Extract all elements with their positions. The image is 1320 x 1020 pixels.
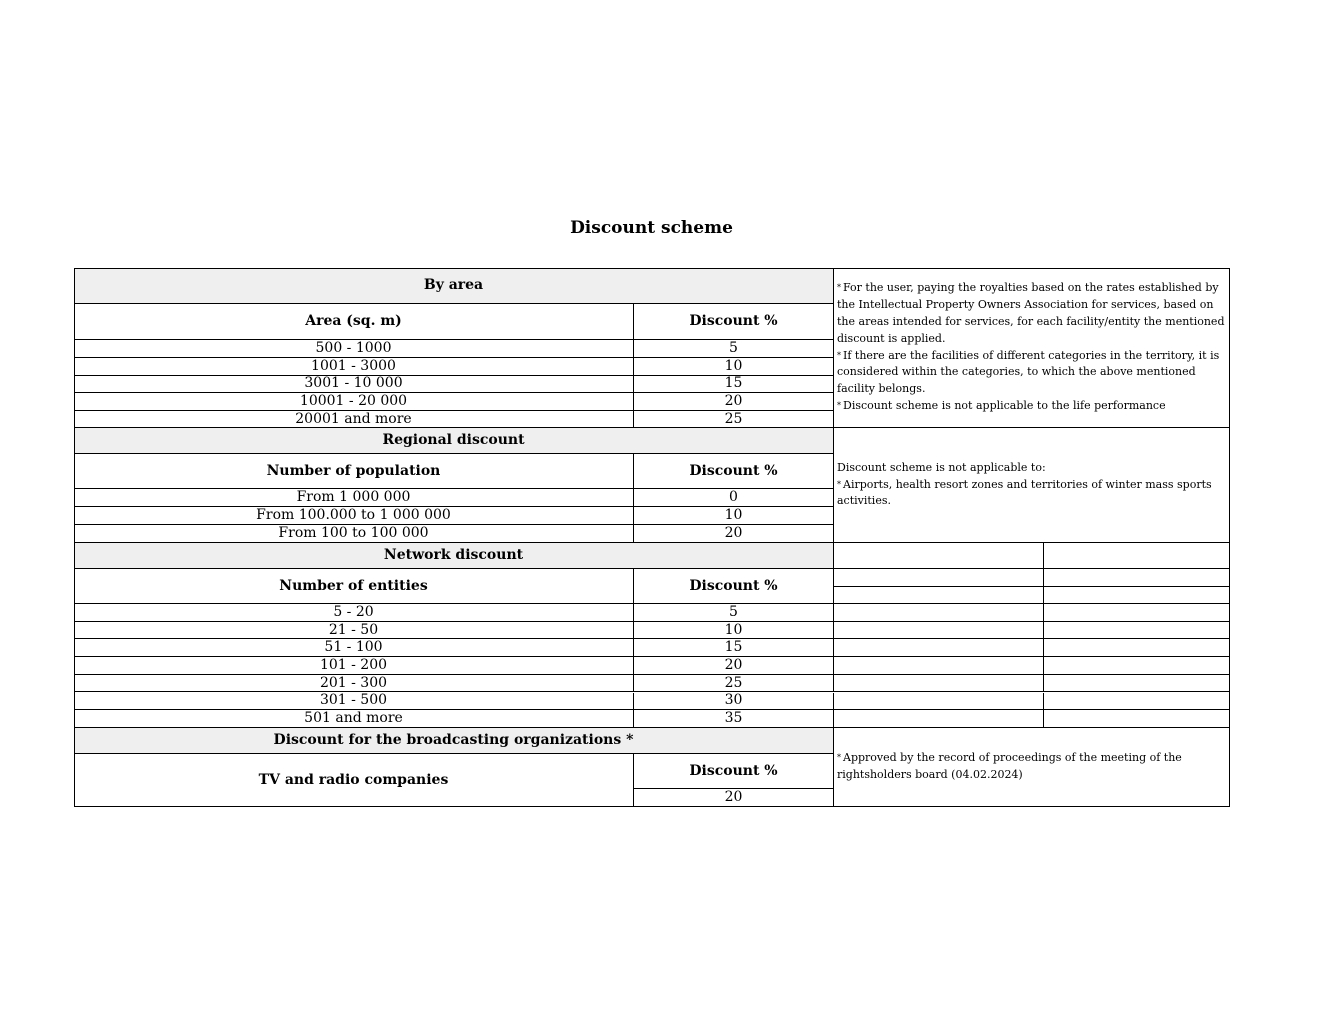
empty-cell [1044, 543, 1230, 569]
empty-cell [834, 639, 1044, 657]
table-cell-discount: 5 [634, 340, 834, 358]
broadcast-discount-value: 20 [634, 789, 834, 807]
empty-cell [1044, 604, 1230, 622]
empty-cell [834, 587, 1044, 605]
empty-cell [1044, 657, 1230, 675]
table-cell-discount: 35 [634, 710, 834, 728]
table-cell-discount: 30 [634, 693, 834, 711]
table-cell-discount: 25 [634, 675, 834, 693]
empty-cell [834, 657, 1044, 675]
table-row: From 100 to 100 000 [74, 525, 634, 543]
population-column-header: Number of population [74, 454, 634, 489]
page-title: Discount scheme [570, 218, 733, 238]
empty-cell [834, 569, 1044, 587]
empty-cell [1044, 587, 1230, 605]
table-row: 21 - 50 [74, 622, 634, 640]
empty-cell [1044, 569, 1230, 587]
section-header-regional: Regional discount [74, 428, 834, 454]
table-cell-discount: 20 [634, 393, 834, 411]
table-cell-discount: 25 [634, 411, 834, 428]
table-cell-discount: 5 [634, 604, 834, 622]
entities-column-header: Number of entities [74, 569, 634, 604]
table-cell-discount: 10 [634, 358, 834, 376]
table-row: 101 - 200 [74, 657, 634, 675]
table-row: 201 - 300 [74, 675, 634, 693]
empty-cell [1044, 710, 1230, 728]
table-cell-discount: 20 [634, 525, 834, 543]
regional-note-title: Discount scheme is not applicable to: [837, 460, 1046, 474]
table-row: From 1 000 000 [74, 489, 634, 507]
tv-radio-label: TV and radio companies [74, 754, 634, 807]
table-cell-discount: 10 [634, 622, 834, 640]
empty-cell [1044, 675, 1230, 693]
table-row: 1001 - 3000 [74, 358, 634, 376]
table-row: 501 and more [74, 710, 634, 728]
empty-cell [834, 604, 1044, 622]
empty-cell [834, 693, 1044, 711]
table-row: 5 - 20 [74, 604, 634, 622]
table-cell-discount: 10 [634, 507, 834, 525]
table-cell-discount: 15 [634, 639, 834, 657]
table-cell-discount: 20 [634, 657, 834, 675]
area-note-1: For the user, paying the royalties based on the rates established by the Intellectual Property Owners Association for services, based on the areas intended for services, for each facility/entity the mentioned discount is applied. [837, 281, 1225, 345]
area-column-header: Area (sq. m) [74, 304, 634, 340]
table-row: 3001 - 10 000 [74, 376, 634, 394]
table-row: From 100.000 to 1 000 000 [74, 507, 634, 525]
section-header-broadcast: Discount for the broadcasting organizations * [74, 728, 834, 754]
table-row: 51 - 100 [74, 639, 634, 657]
empty-cell [1044, 622, 1230, 640]
discount-column-header: Discount % [634, 754, 834, 789]
table-cell-discount: 0 [634, 489, 834, 507]
empty-cell [834, 543, 1044, 569]
area-note-2: If there are the facilities of different categories in the territory, it is considered within the categories, to which the above mentioned facility belongs. [837, 348, 1220, 396]
section-header-area: By area [74, 268, 834, 304]
empty-cell [834, 675, 1044, 693]
table-row: 10001 - 20 000 [74, 393, 634, 411]
broadcast-note: * Approved by the record of proceedings of the meeting of the rightsholders board (04.02.2024) [834, 728, 1230, 807]
regional-note-item: Airports, health resort zones and territories of winter mass sports activities. [837, 477, 1212, 508]
discount-column-header: Discount % [634, 569, 834, 604]
regional-notes: Discount scheme is not applicable to: * Airports, health resort zones and territories of winter mass sports activities. [834, 428, 1230, 543]
table-cell-discount: 15 [634, 376, 834, 394]
empty-cell [834, 710, 1044, 728]
table-row: 20001 and more [74, 411, 634, 428]
empty-cell [1044, 693, 1230, 711]
area-notes: * For the user, paying the royalties based on the rates established by the Intellectual Property Owners Association for services, based on the areas intended for services, for each facility/entity the mentioned discount is applied. * If there are the facilities of different categories in the territory, it is considered within the categories, to which the above mentioned facility belongs. * Discount scheme is not applicable to the life performance [834, 268, 1230, 428]
empty-cell [834, 622, 1044, 640]
area-note-3: Discount scheme is not applicable to the life performance [843, 398, 1166, 412]
discount-table [74, 268, 1230, 807]
empty-cell [1044, 639, 1230, 657]
table-row: 500 - 1000 [74, 340, 634, 358]
table-row: 301 - 500 [74, 693, 634, 711]
discount-column-header: Discount % [634, 454, 834, 489]
broadcast-note-text: Approved by the record of proceedings of the meeting of the rightsholders board (04.02.2024) [837, 751, 1182, 781]
discount-column-header: Discount % [634, 304, 834, 340]
section-header-network: Network discount [74, 543, 834, 569]
